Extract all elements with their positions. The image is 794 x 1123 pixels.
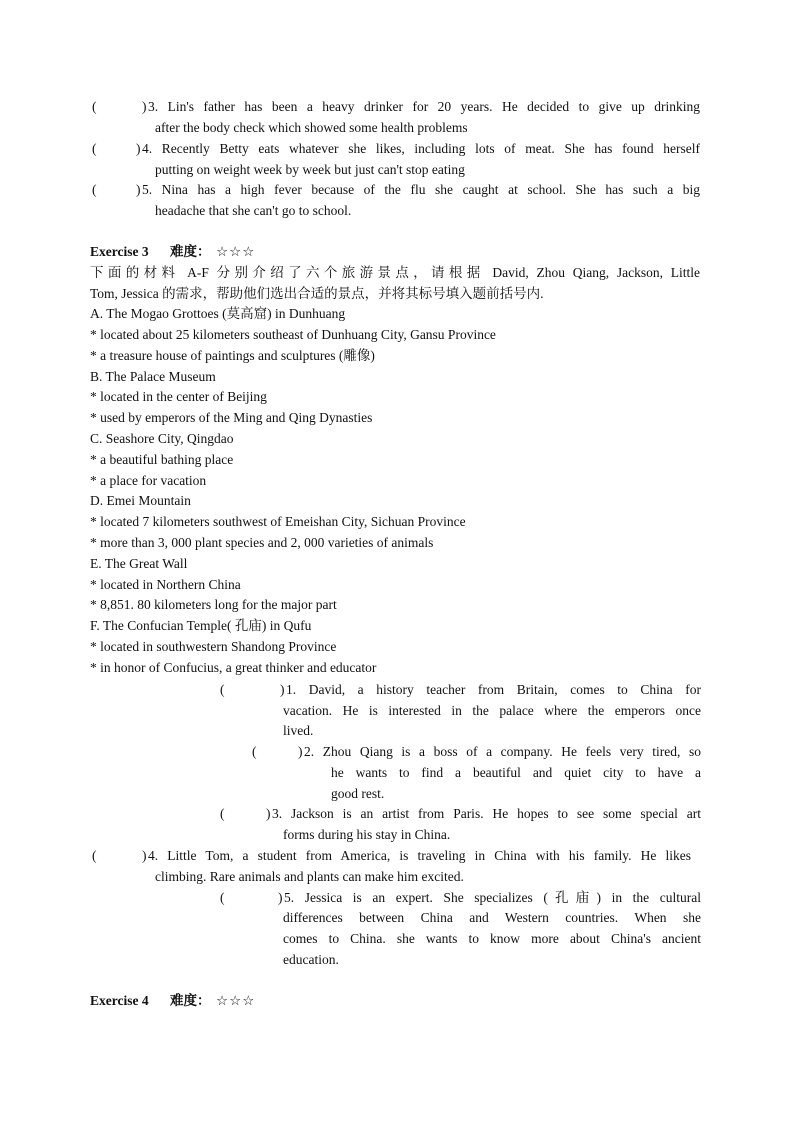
place-detail: * located 7 kilometers southwest of Emeishan City, Sichuan Province [90, 514, 466, 529]
question-line: 5. Nina has a high fever because of the flu she caught at school. She has such a big [142, 182, 700, 197]
instruction-line: Tom, Jessica 的需求，帮助他们选出合适的景点，并将其标号填入题前括号内. [90, 286, 544, 301]
question-line: education. [283, 952, 339, 967]
instruction-line: 下面的材料 A-F 分别介绍了六个旅游景点，请根据 David, Zhou Qiang, Jackson, Little [90, 265, 700, 280]
place-title: E. The Great Wall [90, 556, 188, 571]
question-line: 4. Recently Betty eats whatever she likes, including lots of meat. She has found herself [142, 141, 700, 156]
question-line: lived. [283, 723, 314, 738]
place-title: C. Seashore City, Qingdao [90, 431, 234, 446]
question-line: 3. Lin's father has been a heavy drinker for 20 years. He decided to give up drinking [148, 99, 700, 114]
answer-paren-close: ) [136, 182, 141, 197]
question-line: 3. Jackson is an artist from Paris. He hopes to see some special art [272, 806, 701, 821]
place-detail: * a place for vacation [90, 473, 207, 488]
answer-paren-open[interactable]: ( [92, 182, 97, 197]
place-detail: * 8,851. 80 kilometers long for the major part [90, 597, 337, 612]
place-detail: * located in Northern China [90, 577, 241, 592]
question-line: he wants to find a beautiful and quiet city to have a [331, 765, 701, 780]
question-line: 5. Jessica is an expert. She specializes (孔庙) in the cultural [284, 890, 701, 905]
place-detail: * located about 25 kilometers southeast of Dunhuang City, Gansu Province [90, 327, 496, 342]
answer-paren-close: ) [280, 682, 285, 697]
place-title: F. The Confucian Temple( 孔庙) in Qufu [90, 618, 312, 633]
place-title: D. Emei Mountain [90, 493, 191, 508]
answer-paren-open[interactable]: ( [220, 806, 225, 821]
answer-paren-close: ) [278, 890, 283, 905]
difficulty-stars-icon: ☆☆☆ [216, 244, 256, 259]
difficulty-stars-icon: ☆☆☆ [216, 993, 256, 1008]
answer-paren-open[interactable]: ( [252, 744, 257, 759]
answer-paren-open[interactable]: ( [220, 682, 225, 697]
difficulty-label: 难度： [170, 244, 211, 259]
answer-paren-open[interactable]: ( [92, 141, 97, 156]
answer-paren-close: ) [136, 141, 141, 156]
answer-paren-open[interactable]: ( [92, 99, 97, 114]
place-detail: * located in southwestern Shandong Province [90, 639, 337, 654]
question-line: 4. Little Tom, a student from America, is traveling in China with his family. He likes [148, 848, 691, 863]
place-detail: * used by emperors of the Ming and Qing Dynasties [90, 410, 373, 425]
answer-paren-close: ) [142, 848, 147, 863]
answer-paren-close: ) [142, 99, 147, 114]
difficulty-label: 难度： [170, 993, 211, 1008]
place-detail: * in honor of Confucius, a great thinker and educator [90, 660, 377, 675]
question-line: comes to China. she wants to know more about China's ancient [283, 931, 701, 946]
place-detail: * a treasure house of paintings and sculptures (雕像) [90, 348, 375, 363]
question-line: putting on weight week by week but just can't stop eating [155, 162, 465, 177]
question-line: good rest. [331, 786, 385, 801]
question-line: climbing. Rare animals and plants can make him excited. [155, 869, 464, 884]
place-detail: * more than 3, 000 plant species and 2, 000 varieties of animals [90, 535, 434, 550]
exercise-heading: Exercise 4 [90, 993, 149, 1008]
question-line: vacation. He is interested in the palace where the emperors once [283, 703, 701, 718]
question-line: 1. David, a history teacher from Britain, comes to China for [286, 682, 701, 697]
place-detail: * a beautiful bathing place [90, 452, 234, 467]
exercise-heading: Exercise 3 [90, 244, 149, 259]
answer-paren-open[interactable]: ( [220, 890, 225, 905]
answer-paren-close: ) [298, 744, 303, 759]
answer-paren-open[interactable]: ( [92, 848, 97, 863]
place-detail: * located in the center of Beijing [90, 389, 267, 404]
question-line: 2. Zhou Qiang is a boss of a company. He feels very tired, so [304, 744, 701, 759]
question-line: headache that she can't go to school. [155, 203, 352, 218]
question-line: after the body check which showed some health problems [155, 120, 468, 135]
question-line: differences between China and Western countries. When she [283, 910, 701, 925]
place-title: B. The Palace Museum [90, 369, 216, 384]
place-title: A. The Mogao Grottoes (莫高窟) in Dunhuang [90, 306, 346, 321]
answer-paren-close: ) [266, 806, 271, 821]
question-line: forms during his stay in China. [283, 827, 451, 842]
